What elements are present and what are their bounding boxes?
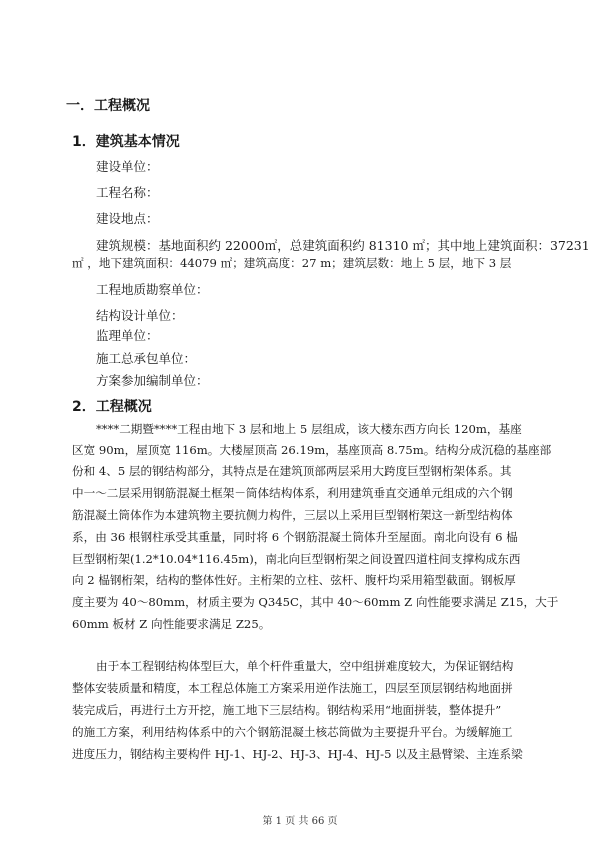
section-heading: 一．工程概况 — [66, 98, 150, 114]
site-label: 建设地点： — [96, 211, 159, 226]
paragraph-1-line: 60mm 板材 Z 向性能要求满足 Z25。 — [72, 617, 271, 631]
paragraph-1-line: 区宽 90m，屋顶宽 116m。大楼屋顶高 26.19m，基座顶高 8.75m。结构分成沉稳的基座部 — [72, 443, 552, 457]
survey-unit-label: 工程地质勘察单位： — [96, 282, 209, 297]
paragraph-1-line: 度主要为 40～80mm，材质主要为 Q345C，其中 40～60mm Z 向性能要求满足 Z15，大于 — [72, 595, 559, 609]
paragraph-1-line: 份和 4、5 层的钢结构部分，其特点是在建筑顶部两层采用大跨度巨型钢桁架体系。其 — [72, 464, 512, 478]
construction-unit-label: 建设单位： — [96, 159, 159, 174]
supervision-unit-label: 监理单位： — [96, 328, 159, 343]
building-scale-line-1: 建筑规模：基地面积约 22000㎡，总建筑面积约 81310 ㎡；其中地上建筑面积：37231 — [96, 238, 590, 253]
building-scale-line-2: ㎡ ，地下建筑面积：44079 ㎡；建筑高度：27 m；建筑层数：地上 5 层，地下 3 层 — [72, 256, 512, 270]
paragraph-1-line: 巨型钢桁架(1.2*10.04*116.45m)，南北向巨型钢桁架之间设置四道柱间支撑构成东西 — [72, 552, 521, 566]
paragraph-2-line: 装完成后，再进行土方开挖，施工地下三层结构。钢结构采用“地面拼装，整体提升” — [72, 703, 502, 717]
page-footer: 第 1 页 共 66 页 — [262, 816, 338, 827]
paragraph-1-line: 中一～二层采用钢筋混凝土框架－筒体结构体系，利用建筑垂直交通单元组成的六个钢 — [72, 486, 513, 500]
subsection-heading-overview: 2．工程概况 — [72, 399, 152, 415]
subsection-heading-basic-info: 1．建筑基本情况 — [72, 134, 180, 150]
paragraph-2-line: 由于本工程钢结构体型巨大，单个杆件重量大，空中组拼难度较大，为保证钢结构 — [96, 659, 514, 673]
paragraph-1-line: ****二期暨****工程由地下 3 层和地上 5 层组成，该大楼东西方向长 120m，基座 — [96, 422, 522, 436]
paragraph-1-line: 系，由 36 根钢柱承受其重量，同时将 6 个钢筋混凝土筒体升至屋面。南北向设有 6 榀 — [72, 530, 518, 544]
plan-units-label: 方案参加编制单位： — [96, 373, 209, 388]
paragraph-2-line: 进度压力，钢结构主要构件 HJ-1、HJ-2、HJ-3、HJ-4、HJ-5 以及主悬臂梁、主连系梁 — [72, 747, 523, 761]
general-contractor-label: 施工总承包单位： — [96, 351, 197, 366]
paragraph-2-line: 的施工方案，利用结构体系中的六个钢筋混凝土核芯筒做为主要提升平台。为缓解施工 — [72, 725, 513, 739]
project-name-label: 工程名称： — [96, 185, 159, 200]
paragraph-1-line: 向 2 榀钢桁架，结构的整体性好。主桁架的立柱、弦杆、腹杆均采用箱型截面。钢板厚 — [72, 573, 516, 587]
paragraph-1-line: 筋混凝土筒体作为本建筑物主要抗侧力构件，三层以上采用巨型钢桁架这一新型结构体 — [72, 508, 513, 522]
paragraph-2-line: 整体安装质量和精度，本工程总体施工方案采用逆作法施工，四层至顶层钢结构地面拼 — [72, 681, 513, 695]
design-unit-label: 结构设计单位： — [96, 308, 184, 323]
